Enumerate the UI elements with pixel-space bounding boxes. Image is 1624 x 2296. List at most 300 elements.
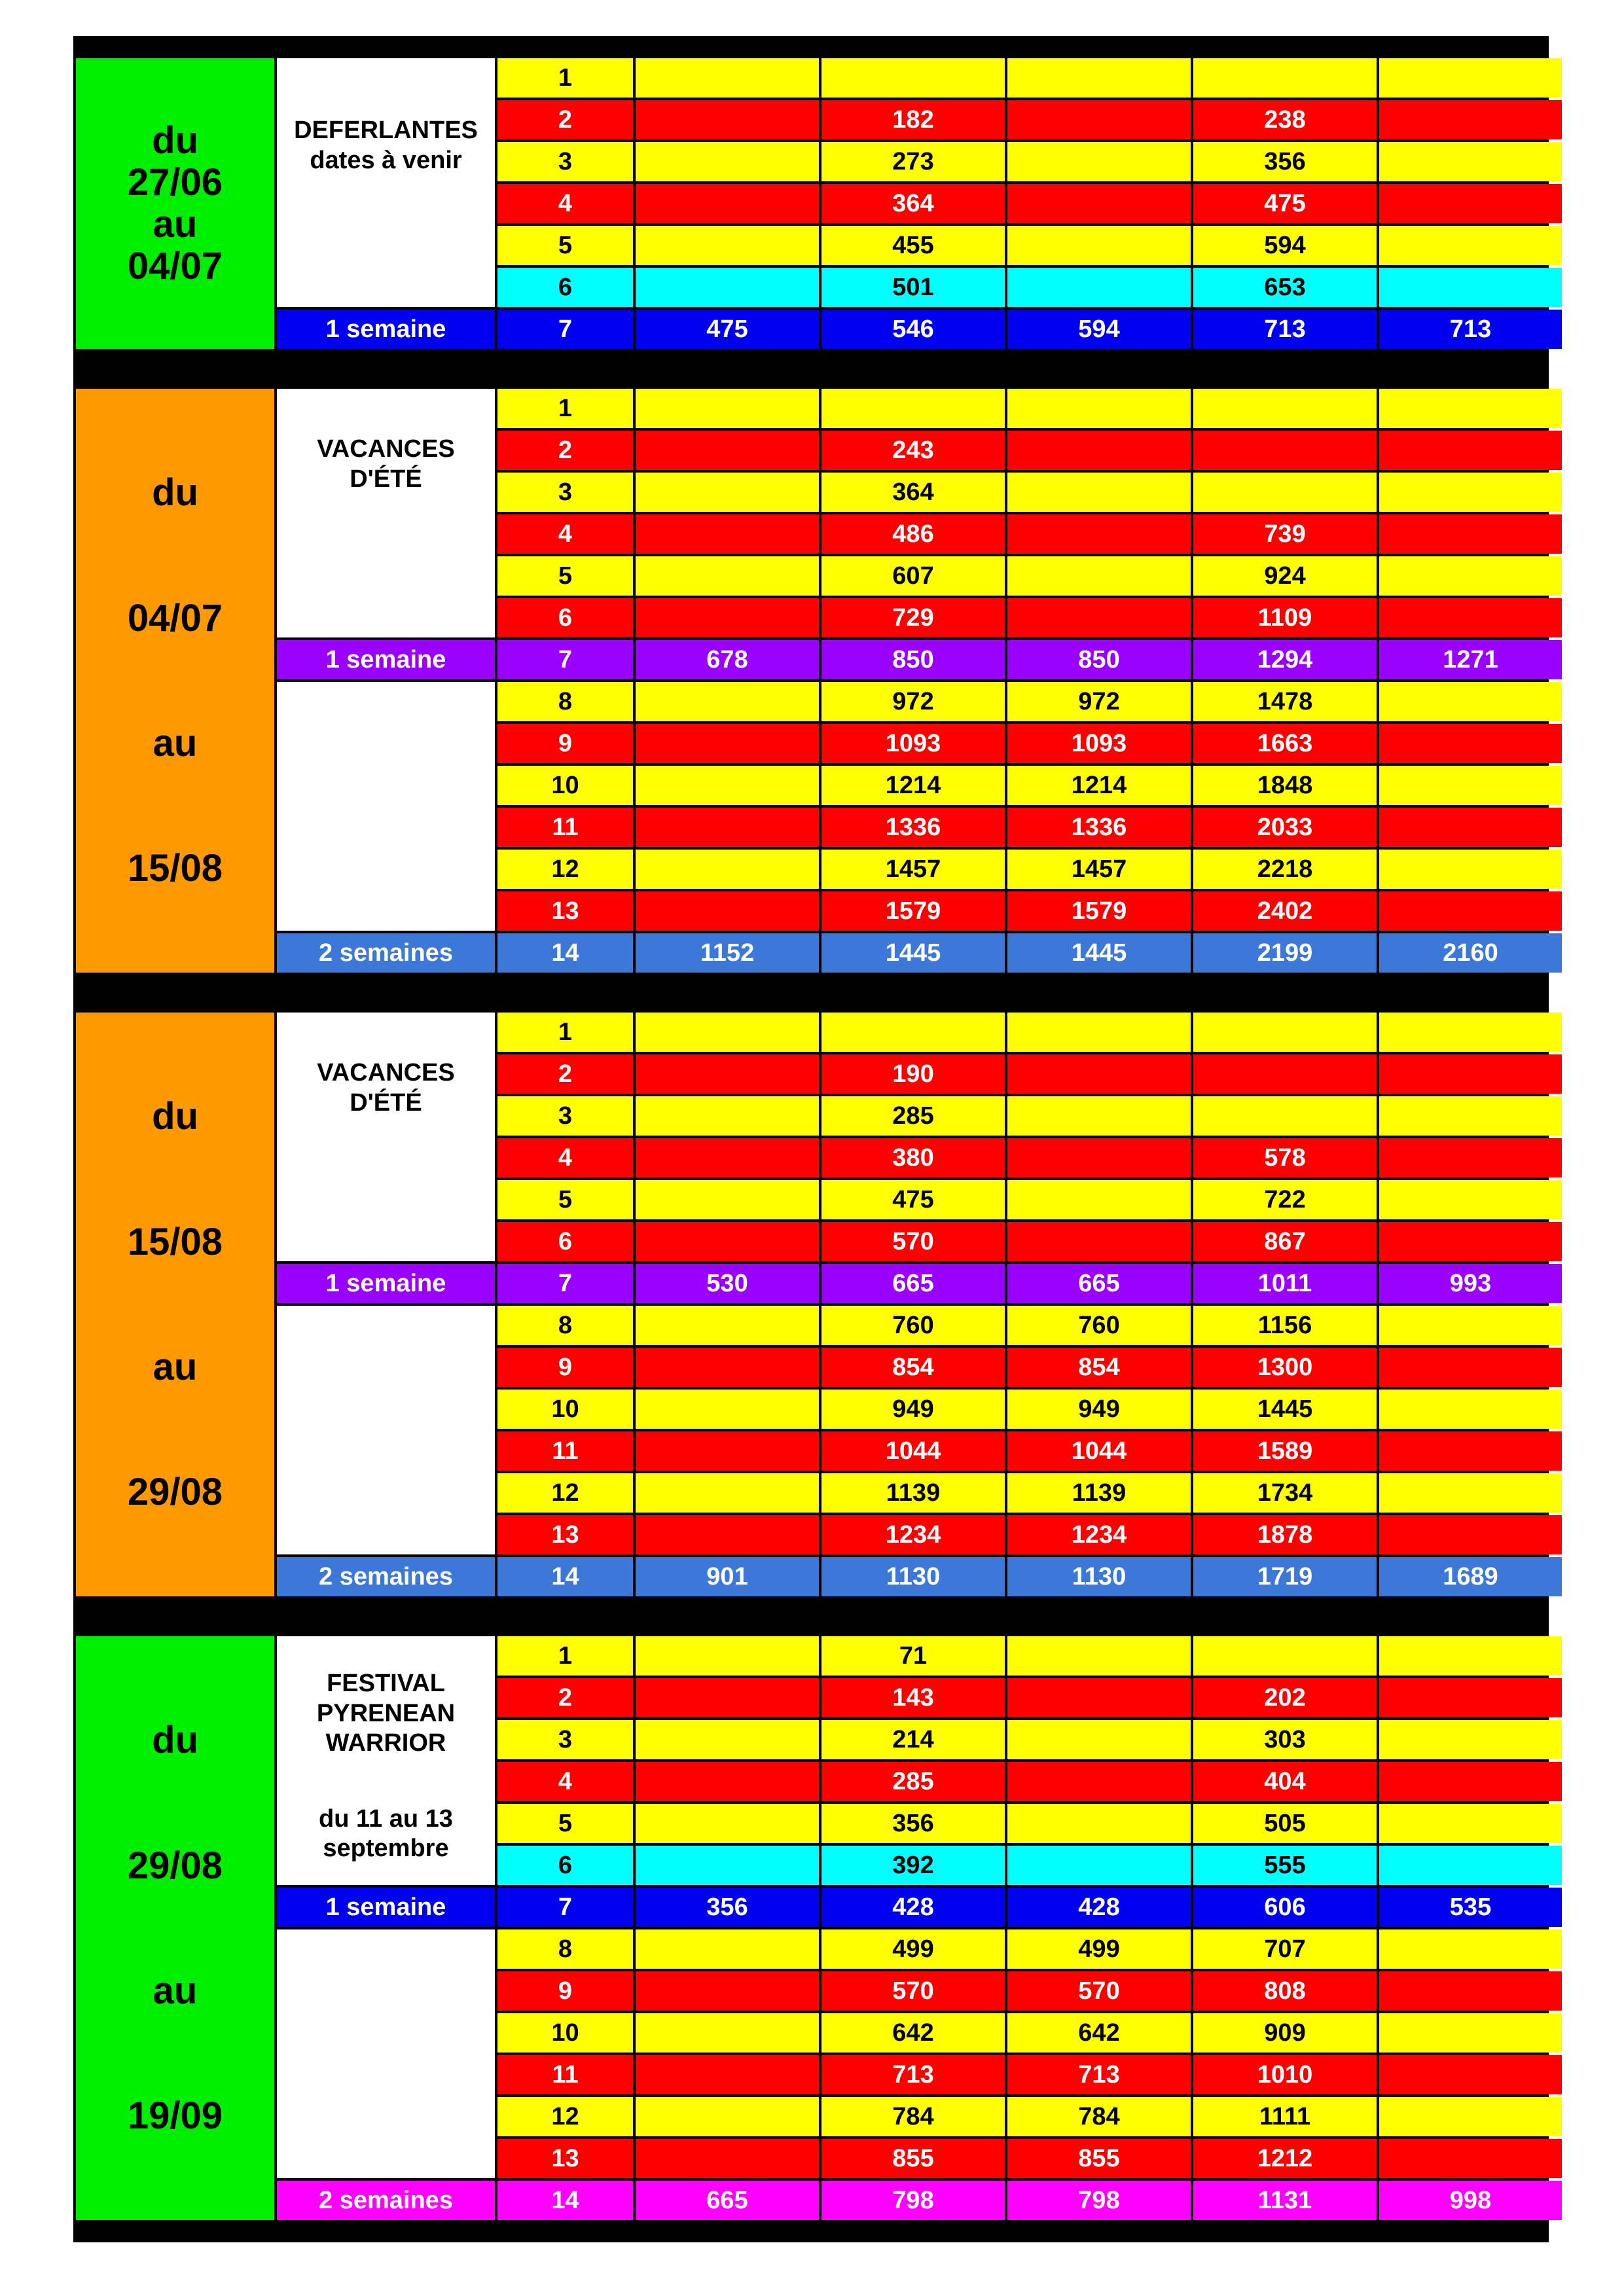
- price-cell: [636, 1348, 819, 1387]
- price-cell: [1193, 1636, 1377, 1676]
- nights-cell: 2: [497, 431, 633, 470]
- price-cell: [821, 389, 1005, 428]
- price-cell: 850: [821, 640, 1005, 679]
- nights-cell: 8: [497, 1929, 633, 1969]
- price-cell: 850: [1007, 640, 1191, 679]
- section-separator: [73, 2220, 1549, 2242]
- price-cell: [1007, 1678, 1191, 1717]
- nights-cell: 4: [497, 514, 633, 554]
- period-section: [73, 1013, 1549, 1596]
- price-cell: [1379, 850, 1562, 889]
- nights-cell: 1: [497, 389, 633, 428]
- period-date-text: 19/09: [127, 2094, 223, 2137]
- price-cell: [636, 389, 819, 428]
- period-date-text: 15/08: [127, 846, 223, 889]
- price-cell: 1131: [1193, 2181, 1377, 2220]
- price-cell: [636, 2139, 819, 2178]
- price-cell: [1193, 58, 1377, 98]
- price-cell: [636, 1431, 819, 1471]
- price-cell: [1379, 1013, 1562, 1052]
- price-cell: 798: [821, 2181, 1005, 2220]
- price-cell: 143: [821, 1678, 1005, 1717]
- period-section: [73, 389, 1549, 973]
- nights-cell: 11: [497, 1431, 633, 1471]
- price-cell: [1379, 100, 1562, 139]
- price-cell: [1193, 389, 1377, 428]
- nights-cell: 9: [497, 724, 633, 763]
- price-cell: 1878: [1193, 1515, 1377, 1554]
- duration-label: 2 semaines: [277, 1557, 495, 1596]
- price-cell: [1379, 1515, 1562, 1554]
- price-cell: [1193, 431, 1377, 470]
- price-cell: [1379, 1306, 1562, 1345]
- price-cell: 2160: [1379, 933, 1562, 973]
- period-section: [73, 1636, 1549, 2220]
- nights-cell: 4: [497, 184, 633, 223]
- price-cell: [1379, 556, 1562, 596]
- price-cell: 949: [821, 1390, 1005, 1429]
- price-cell: 665: [821, 1264, 1005, 1303]
- price-sheet: [73, 36, 1549, 2242]
- price-cell: 214: [821, 1720, 1005, 1759]
- price-cell: [1379, 1929, 1562, 1969]
- price-cell: [636, 184, 819, 223]
- price-cell: 530: [636, 1264, 819, 1303]
- duration-label: 1 semaine: [277, 640, 495, 679]
- price-cell: 739: [1193, 514, 1377, 554]
- price-cell: 924: [1193, 556, 1377, 596]
- period-name-line: D'ÉTÉ: [350, 1088, 422, 1117]
- price-cell: 303: [1193, 1720, 1377, 1759]
- price-cell: [1379, 1348, 1562, 1387]
- price-cell: 972: [1007, 682, 1191, 721]
- nights-cell: 1: [497, 1636, 633, 1676]
- nights-cell: 2: [497, 1054, 633, 1094]
- nights-cell: 3: [497, 473, 633, 512]
- period-name-line: WARRIOR: [325, 1729, 446, 1757]
- price-cell: 404: [1193, 1762, 1377, 1801]
- price-cell: [821, 58, 1005, 98]
- price-cell: 665: [1007, 1264, 1191, 1303]
- price-cell: [636, 100, 819, 139]
- nights-cell: 3: [497, 142, 633, 181]
- price-cell: 1111: [1193, 2097, 1377, 2136]
- period-name-line: du 11 au 13: [319, 1804, 453, 1833]
- price-cell: 722: [1193, 1180, 1377, 1219]
- price-cell: 760: [1007, 1306, 1191, 1345]
- price-cell: 1010: [1193, 2055, 1377, 2094]
- price-cell: [1379, 598, 1562, 637]
- price-cell: 1734: [1193, 1473, 1377, 1513]
- price-cell: 2402: [1193, 891, 1377, 931]
- period-name: [277, 1013, 495, 1261]
- blank-label-cell: [277, 1306, 495, 1554]
- price-cell: 1214: [821, 766, 1005, 805]
- price-cell: [1007, 100, 1191, 139]
- price-cell: 2199: [1193, 933, 1377, 973]
- nights-cell: 8: [497, 1306, 633, 1345]
- price-cell: [636, 1515, 819, 1554]
- price-cell: 1271: [1379, 640, 1562, 679]
- price-cell: 555: [1193, 1846, 1377, 1885]
- price-cell: 501: [821, 268, 1005, 307]
- price-cell: 760: [821, 1306, 1005, 1345]
- price-cell: [636, 1096, 819, 1136]
- nights-cell: 14: [497, 1557, 633, 1596]
- period-date-text: au: [153, 1969, 198, 2012]
- price-cell: 1478: [1193, 682, 1377, 721]
- price-cell: 713: [821, 2055, 1005, 2094]
- price-cell: 713: [1193, 310, 1377, 349]
- price-cell: 71: [821, 1636, 1005, 1676]
- period-dates: [76, 58, 274, 349]
- price-cell: 535: [1379, 1888, 1562, 1927]
- nights-cell: 1: [497, 58, 633, 98]
- period-date-text: 04/07: [127, 244, 223, 287]
- price-cell: [1007, 1054, 1191, 1094]
- price-cell: 1011: [1193, 1264, 1377, 1303]
- price-cell: [1007, 1804, 1191, 1843]
- price-cell: [636, 2013, 819, 2053]
- price-cell: [636, 268, 819, 307]
- price-cell: [821, 1013, 1005, 1052]
- price-cell: 1445: [1007, 933, 1191, 973]
- nights-cell: 10: [497, 766, 633, 805]
- price-cell: [1379, 808, 1562, 847]
- price-cell: 1457: [1007, 850, 1191, 889]
- price-cell: 238: [1193, 100, 1377, 139]
- price-cell: 364: [821, 184, 1005, 223]
- price-cell: 570: [821, 1971, 1005, 2011]
- nights-cell: 7: [497, 310, 633, 349]
- price-cell: 707: [1193, 1929, 1377, 1969]
- price-cell: [636, 226, 819, 265]
- price-cell: [1379, 1720, 1562, 1759]
- period-section: [73, 58, 1549, 349]
- price-cell: [636, 850, 819, 889]
- period-date-text: 29/08: [127, 1470, 223, 1513]
- price-cell: [636, 1762, 819, 1801]
- price-cell: [636, 2055, 819, 2094]
- period-name-line: dates à venir: [310, 146, 462, 174]
- price-cell: [1007, 268, 1191, 307]
- price-cell: [1379, 1678, 1562, 1717]
- price-cell: 570: [1007, 1971, 1191, 2011]
- price-cell: [1007, 1180, 1191, 1219]
- duration-label: 1 semaine: [277, 1888, 495, 1927]
- price-cell: [1007, 1222, 1191, 1261]
- price-cell: 505: [1193, 1804, 1377, 1843]
- price-cell: 546: [821, 310, 1005, 349]
- price-cell: [1007, 184, 1191, 223]
- price-cell: [1379, 58, 1562, 98]
- price-cell: [1379, 1762, 1562, 1801]
- nights-cell: 5: [497, 1180, 633, 1219]
- price-cell: 1130: [821, 1557, 1005, 1596]
- price-cell: 1663: [1193, 724, 1377, 763]
- price-cell: 2033: [1193, 808, 1377, 847]
- period-name: [277, 58, 495, 307]
- period-date-text: 27/06: [127, 161, 223, 204]
- price-cell: 949: [1007, 1390, 1191, 1429]
- price-cell: [1379, 766, 1562, 805]
- price-cell: 594: [1193, 226, 1377, 265]
- price-cell: [636, 1054, 819, 1094]
- section-separator: [73, 36, 1549, 58]
- nights-cell: 12: [497, 2097, 633, 2136]
- price-cell: [1379, 1636, 1562, 1676]
- nights-cell: 2: [497, 1678, 633, 1717]
- period-date-text: 15/08: [127, 1220, 223, 1263]
- price-cell: [636, 58, 819, 98]
- price-cell: [1379, 1473, 1562, 1513]
- price-cell: 356: [1193, 142, 1377, 181]
- duration-label: 2 semaines: [277, 2181, 495, 2220]
- price-cell: 1294: [1193, 640, 1377, 679]
- price-cell: 901: [636, 1557, 819, 1596]
- price-cell: [636, 1222, 819, 1261]
- nights-cell: 7: [497, 1264, 633, 1303]
- price-cell: 1579: [1007, 891, 1191, 931]
- period-name-line: DEFERLANTES: [294, 117, 478, 144]
- price-cell: 1848: [1193, 766, 1377, 805]
- price-cell: 285: [821, 1762, 1005, 1801]
- price-cell: [1007, 226, 1191, 265]
- price-cell: [636, 431, 819, 470]
- price-cell: 1156: [1193, 1306, 1377, 1345]
- price-cell: [1379, 1804, 1562, 1843]
- period-date-text: du: [152, 1095, 198, 1138]
- nights-cell: 4: [497, 1138, 633, 1177]
- period-name-line: septembre: [323, 1835, 449, 1863]
- price-cell: [1007, 1096, 1191, 1136]
- price-cell: 1214: [1007, 766, 1191, 805]
- price-cell: [1379, 891, 1562, 931]
- price-cell: 1445: [1193, 1390, 1377, 1429]
- price-cell: [636, 1971, 819, 2011]
- price-cell: [1379, 268, 1562, 307]
- price-cell: [1379, 724, 1562, 763]
- price-cell: [1379, 1971, 1562, 2011]
- price-cell: [1007, 514, 1191, 554]
- price-cell: 1044: [821, 1431, 1005, 1471]
- price-cell: 1579: [821, 891, 1005, 931]
- price-cell: 1234: [821, 1515, 1005, 1554]
- price-cell: 380: [821, 1138, 1005, 1177]
- price-cell: [1379, 184, 1562, 223]
- period-name-line: D'ÉTÉ: [350, 465, 422, 493]
- price-cell: 606: [1193, 1888, 1377, 1927]
- price-cell: 428: [821, 1888, 1005, 1927]
- price-cell: 1336: [1007, 808, 1191, 847]
- price-cell: 202: [1193, 1678, 1377, 1717]
- price-cell: 642: [821, 2013, 1005, 2053]
- price-cell: 273: [821, 142, 1005, 181]
- nights-cell: 13: [497, 1515, 633, 1554]
- price-cell: 808: [1193, 1971, 1377, 2011]
- price-cell: [1379, 431, 1562, 470]
- price-cell: 570: [821, 1222, 1005, 1261]
- nights-cell: 5: [497, 226, 633, 265]
- nights-cell: 11: [497, 2055, 633, 2094]
- price-cell: 1689: [1379, 1557, 1562, 1596]
- nights-cell: 7: [497, 1888, 633, 1927]
- price-cell: [636, 1180, 819, 1219]
- blank-label-cell: [277, 1929, 495, 2178]
- price-cell: [636, 1306, 819, 1345]
- nights-cell: 5: [497, 1804, 633, 1843]
- price-cell: 1457: [821, 850, 1005, 889]
- period-date-text: du: [152, 119, 198, 162]
- price-cell: [1379, 1138, 1562, 1177]
- nights-cell: 7: [497, 640, 633, 679]
- nights-cell: 12: [497, 850, 633, 889]
- nights-cell: 14: [497, 933, 633, 973]
- nights-cell: 4: [497, 1762, 633, 1801]
- nights-cell: 9: [497, 1971, 633, 2011]
- price-cell: [1379, 1180, 1562, 1219]
- price-cell: [1379, 2097, 1562, 2136]
- nights-cell: 6: [497, 598, 633, 637]
- price-cell: [636, 598, 819, 637]
- price-cell: [1007, 431, 1191, 470]
- nights-cell: 1: [497, 1013, 633, 1052]
- price-cell: [636, 1678, 819, 1717]
- price-cell: 798: [1007, 2181, 1191, 2220]
- nights-cell: 6: [497, 268, 633, 307]
- period-name: [277, 1636, 495, 1885]
- price-cell: [1379, 2139, 1562, 2178]
- price-cell: [1007, 1762, 1191, 1801]
- price-cell: 1044: [1007, 1431, 1191, 1471]
- period-date-text: 29/08: [127, 1844, 223, 1887]
- price-cell: [636, 682, 819, 721]
- period-name-line: VACANCES: [317, 435, 455, 463]
- price-cell: [636, 766, 819, 805]
- nights-cell: 13: [497, 2139, 633, 2178]
- price-cell: 1589: [1193, 1431, 1377, 1471]
- price-cell: 499: [821, 1929, 1005, 1969]
- price-cell: 356: [636, 1888, 819, 1927]
- price-cell: 909: [1193, 2013, 1377, 2053]
- price-cell: [636, 1636, 819, 1676]
- price-cell: [1007, 598, 1191, 637]
- duration-label: 1 semaine: [277, 1264, 495, 1303]
- price-cell: 642: [1007, 2013, 1191, 2053]
- price-cell: 1152: [636, 933, 819, 973]
- price-cell: 1336: [821, 808, 1005, 847]
- price-cell: [636, 724, 819, 763]
- price-cell: [1379, 473, 1562, 512]
- nights-cell: 8: [497, 682, 633, 721]
- price-cell: [1379, 1054, 1562, 1094]
- nights-cell: 3: [497, 1096, 633, 1136]
- price-cell: 594: [1007, 310, 1191, 349]
- price-cell: [1007, 1720, 1191, 1759]
- price-cell: [1007, 1013, 1191, 1052]
- blank-label-cell: [277, 682, 495, 931]
- price-cell: 993: [1379, 1264, 1562, 1303]
- price-cell: 486: [821, 514, 1005, 554]
- price-cell: 499: [1007, 1929, 1191, 1969]
- price-cell: [636, 1138, 819, 1177]
- period-dates: [76, 1013, 274, 1596]
- price-cell: 364: [821, 473, 1005, 512]
- section-separator: [73, 973, 1549, 1013]
- price-cell: 713: [1379, 310, 1562, 349]
- price-cell: [1007, 1846, 1191, 1885]
- nights-cell: 10: [497, 2013, 633, 2053]
- price-cell: 428: [1007, 1888, 1191, 1927]
- price-cell: 1139: [1007, 1473, 1191, 1513]
- price-cell: [636, 1473, 819, 1513]
- price-cell: 475: [1193, 184, 1377, 223]
- price-cell: [636, 1804, 819, 1843]
- section-separator: [73, 1596, 1549, 1636]
- price-cell: 475: [636, 310, 819, 349]
- period-name-line: PYRENEAN: [316, 1699, 456, 1727]
- price-cell: [636, 1846, 819, 1885]
- period-date-text: au: [153, 203, 198, 245]
- price-cell: 854: [821, 1348, 1005, 1387]
- price-cell: [1379, 514, 1562, 554]
- price-cell: [636, 808, 819, 847]
- nights-cell: 13: [497, 891, 633, 931]
- price-cell: [1379, 1431, 1562, 1471]
- duration-label: 1 semaine: [277, 310, 495, 349]
- price-cell: [636, 473, 819, 512]
- price-cell: 1719: [1193, 1557, 1377, 1596]
- price-cell: 1093: [1007, 724, 1191, 763]
- nights-cell: 14: [497, 2181, 633, 2220]
- period-date-text: du: [152, 1719, 198, 1762]
- price-cell: [636, 2097, 819, 2136]
- period-name-line: VACANCES: [317, 1059, 455, 1086]
- price-cell: 855: [1007, 2139, 1191, 2178]
- price-cell: [1193, 1054, 1377, 1094]
- price-cell: 1093: [821, 724, 1005, 763]
- period-name-line: FESTIVAL: [327, 1670, 445, 1697]
- price-cell: 998: [1379, 2181, 1562, 2220]
- period-date-text: au: [153, 721, 198, 764]
- nights-cell: 2: [497, 100, 633, 139]
- price-cell: [636, 1390, 819, 1429]
- nights-cell: 5: [497, 556, 633, 596]
- price-cell: [1379, 389, 1562, 428]
- price-cell: 243: [821, 431, 1005, 470]
- nights-cell: 12: [497, 1473, 633, 1513]
- price-cell: 855: [821, 2139, 1005, 2178]
- price-cell: 1109: [1193, 598, 1377, 637]
- price-cell: 1234: [1007, 1515, 1191, 1554]
- price-cell: [1379, 2055, 1562, 2094]
- price-cell: 854: [1007, 1348, 1191, 1387]
- nights-cell: 3: [497, 1720, 633, 1759]
- nights-cell: 6: [497, 1222, 633, 1261]
- price-cell: 356: [821, 1804, 1005, 1843]
- price-cell: [636, 514, 819, 554]
- price-cell: [636, 142, 819, 181]
- period-dates: [76, 1636, 274, 2220]
- duration-label: 2 semaines: [277, 933, 495, 973]
- price-cell: [636, 891, 819, 931]
- price-cell: [636, 1929, 819, 1969]
- price-cell: 1300: [1193, 1348, 1377, 1387]
- section-separator: [73, 349, 1549, 389]
- price-cell: 2218: [1193, 850, 1377, 889]
- nights-cell: 10: [497, 1390, 633, 1429]
- price-cell: 475: [821, 1180, 1005, 1219]
